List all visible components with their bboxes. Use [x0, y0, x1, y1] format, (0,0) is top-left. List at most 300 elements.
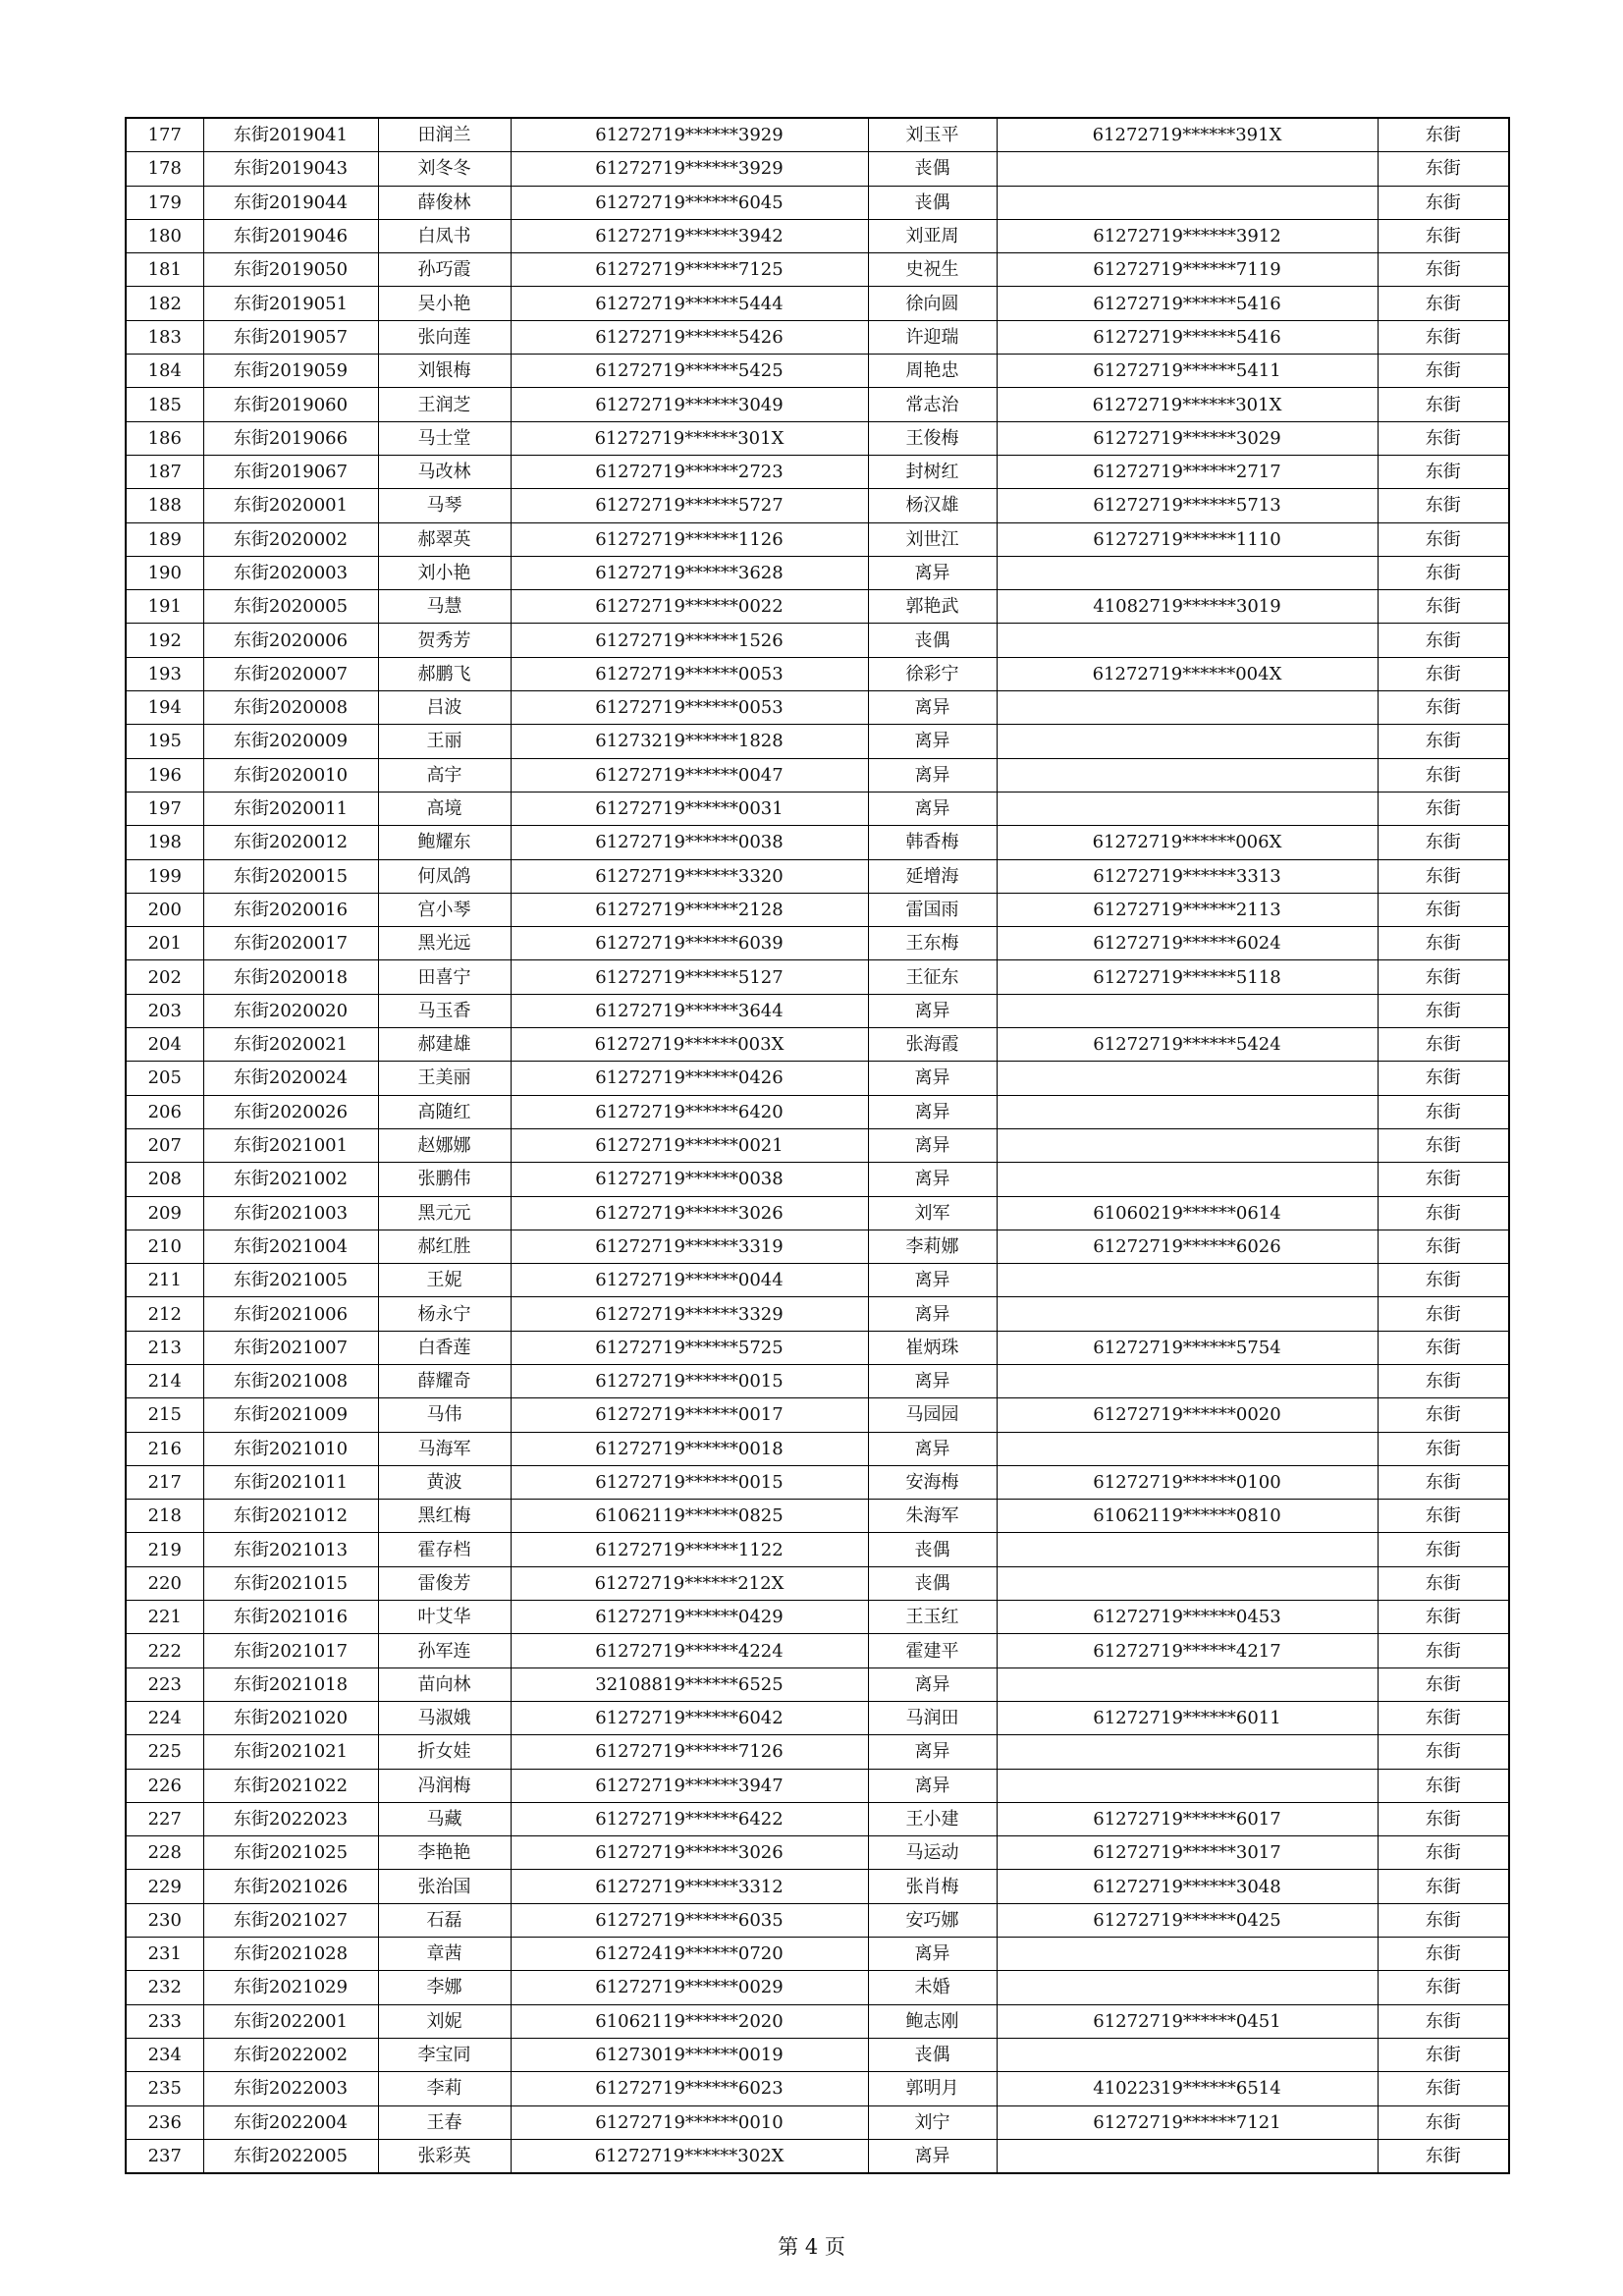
- applicant-id-number-cell: 61273019******0019: [511, 2038, 868, 2071]
- spouse-id-number-cell: 61272719******5411: [997, 355, 1378, 388]
- spouse-or-status-cell: 离异: [868, 792, 997, 825]
- applicant-name-cell: 何凤鸽: [378, 859, 511, 893]
- table-row: [126, 118, 1509, 152]
- spouse-id-number-cell: [997, 725, 1378, 758]
- spouse-id-number-cell: 61272719******5713: [997, 489, 1378, 522]
- spouse-or-status-cell: 徐彩宁: [868, 657, 997, 690]
- applicant-id-number-cell: 61272719******3320: [511, 859, 868, 893]
- household-id-cell: 东街2021007: [203, 1331, 378, 1364]
- spouse-id-number-cell: [997, 1667, 1378, 1701]
- household-id-cell: 东街2019043: [203, 152, 378, 186]
- applicant-id-number-cell: 32108819******6525: [511, 1667, 868, 1701]
- spouse-or-status-cell: 封树红: [868, 455, 997, 488]
- spouse-or-status-cell: 丧偶: [868, 2038, 997, 2071]
- spouse-or-status-cell: 离异: [868, 725, 997, 758]
- row-index-cell: 208: [126, 1163, 203, 1196]
- community-cell: 东街: [1378, 1432, 1509, 1465]
- applicant-id-number-cell: 61272719******0047: [511, 758, 868, 792]
- community-cell: 东街: [1378, 1667, 1509, 1701]
- row-index-cell: 219: [126, 1533, 203, 1566]
- applicant-name-cell: 雷俊芳: [378, 1566, 511, 1600]
- applicant-name-cell: 杨永宁: [378, 1297, 511, 1331]
- applicant-name-cell: 刘妮: [378, 2004, 511, 2038]
- table-row: [126, 1095, 1509, 1128]
- applicant-id-number-cell: 61062119******0825: [511, 1500, 868, 1533]
- table-row: [126, 253, 1509, 287]
- row-index-cell: 221: [126, 1601, 203, 1634]
- row-index-cell: 222: [126, 1634, 203, 1667]
- community-cell: 东街: [1378, 1028, 1509, 1062]
- applicant-id-number-cell: 61272719******1126: [511, 522, 868, 556]
- spouse-id-number-cell: [997, 1971, 1378, 2004]
- applicant-name-cell: 李莉: [378, 2072, 511, 2105]
- table-row: [126, 287, 1509, 320]
- community-cell: 东街: [1378, 287, 1509, 320]
- applicant-id-number-cell: 61272719******2723: [511, 455, 868, 488]
- spouse-or-status-cell: 丧偶: [868, 1533, 997, 1566]
- applicant-id-number-cell: 61272719******0038: [511, 1163, 868, 1196]
- applicant-name-cell: 李宝同: [378, 2038, 511, 2071]
- spouse-or-status-cell: 离异: [868, 556, 997, 589]
- spouse-id-number-cell: 61272719******3912: [997, 219, 1378, 252]
- applicant-name-cell: 黑红梅: [378, 1500, 511, 1533]
- spouse-id-number-cell: 61272719******3313: [997, 859, 1378, 893]
- household-id-cell: 东街2019060: [203, 388, 378, 421]
- table-row: [126, 2004, 1509, 2038]
- table-row: [126, 927, 1509, 960]
- row-index-cell: 205: [126, 1062, 203, 1095]
- household-id-cell: 东街2020015: [203, 859, 378, 893]
- applicant-id-number-cell: 61272719******0018: [511, 1432, 868, 1465]
- page-number: 第 4 页: [778, 2235, 845, 2259]
- table-row: [126, 1735, 1509, 1769]
- community-cell: 东街: [1378, 826, 1509, 859]
- applicant-name-cell: 孙巧霞: [378, 253, 511, 287]
- applicant-name-cell: 刘小艳: [378, 556, 511, 589]
- table-row: [126, 1432, 1509, 1465]
- community-cell: 东街: [1378, 1500, 1509, 1533]
- spouse-id-number-cell: [997, 1566, 1378, 1600]
- table-row: [126, 1533, 1509, 1566]
- spouse-id-number-cell: 61272719******5416: [997, 287, 1378, 320]
- household-id-cell: 东街2021011: [203, 1465, 378, 1499]
- household-id-cell: 东街2022001: [203, 2004, 378, 2038]
- table-row: [126, 1836, 1509, 1870]
- applicant-id-number-cell: 61272719******3026: [511, 1196, 868, 1230]
- row-index-cell: 191: [126, 590, 203, 624]
- applicant-name-cell: 马玉香: [378, 994, 511, 1027]
- community-cell: 东街: [1378, 219, 1509, 252]
- spouse-id-number-cell: [997, 1264, 1378, 1297]
- community-cell: 东街: [1378, 1938, 1509, 1971]
- applicant-id-number-cell: 61272719******6039: [511, 927, 868, 960]
- spouse-id-number-cell: [997, 1364, 1378, 1397]
- applicant-name-cell: 黑光远: [378, 927, 511, 960]
- spouse-id-number-cell: 61272719******0425: [997, 1903, 1378, 1937]
- table-row: [126, 859, 1509, 893]
- row-index-cell: 229: [126, 1870, 203, 1903]
- spouse-id-number-cell: 61272719******6011: [997, 1701, 1378, 1734]
- spouse-id-number-cell: [997, 758, 1378, 792]
- applicant-name-cell: 黄波: [378, 1465, 511, 1499]
- row-index-cell: 178: [126, 152, 203, 186]
- row-index-cell: 206: [126, 1095, 203, 1128]
- applicant-name-cell: 张向莲: [378, 320, 511, 354]
- applicant-name-cell: 黑元元: [378, 1196, 511, 1230]
- applicant-name-cell: 章茜: [378, 1938, 511, 1971]
- table-row: [126, 1769, 1509, 1802]
- spouse-id-number-cell: 61272719******7119: [997, 253, 1378, 287]
- applicant-id-number-cell: 61272719******6035: [511, 1903, 868, 1937]
- community-cell: 东街: [1378, 355, 1509, 388]
- spouse-or-status-cell: 离异: [868, 1667, 997, 1701]
- table-row: [126, 590, 1509, 624]
- applicant-id-number-cell: 61272719******0044: [511, 1264, 868, 1297]
- household-id-cell: 东街2021003: [203, 1196, 378, 1230]
- applicant-id-number-cell: 61272719******3628: [511, 556, 868, 589]
- applicant-name-cell: 田喜宁: [378, 960, 511, 994]
- household-id-cell: 东街2021029: [203, 1971, 378, 2004]
- spouse-or-status-cell: 郭艳武: [868, 590, 997, 624]
- spouse-id-number-cell: 61272719******0100: [997, 1465, 1378, 1499]
- applicant-id-number-cell: 61272719******3329: [511, 1297, 868, 1331]
- row-index-cell: 197: [126, 792, 203, 825]
- spouse-id-number-cell: 61272719******6024: [997, 927, 1378, 960]
- household-id-cell: 东街2020021: [203, 1028, 378, 1062]
- table-row: [126, 1196, 1509, 1230]
- community-cell: 东街: [1378, 725, 1509, 758]
- table-row: [126, 1701, 1509, 1734]
- community-cell: 东街: [1378, 1062, 1509, 1095]
- community-cell: 东街: [1378, 320, 1509, 354]
- row-index-cell: 218: [126, 1500, 203, 1533]
- table-row: [126, 219, 1509, 252]
- spouse-id-number-cell: 61272719******391X: [997, 118, 1378, 152]
- table-row: [126, 758, 1509, 792]
- applicant-id-number-cell: 61272719******0010: [511, 2105, 868, 2139]
- spouse-id-number-cell: [997, 1095, 1378, 1128]
- row-index-cell: 196: [126, 758, 203, 792]
- applicant-name-cell: 薛俊林: [378, 186, 511, 219]
- row-index-cell: 198: [126, 826, 203, 859]
- spouse-id-number-cell: 61272719******5416: [997, 320, 1378, 354]
- household-id-cell: 东街2019057: [203, 320, 378, 354]
- row-index-cell: 232: [126, 1971, 203, 2004]
- spouse-or-status-cell: 丧偶: [868, 152, 997, 186]
- household-id-cell: 东街2021013: [203, 1533, 378, 1566]
- community-cell: 东街: [1378, 1802, 1509, 1835]
- spouse-or-status-cell: 王玉红: [868, 1601, 997, 1634]
- spouse-or-status-cell: 丧偶: [868, 1566, 997, 1600]
- spouse-id-number-cell: 61272719******3029: [997, 421, 1378, 455]
- row-index-cell: 179: [126, 186, 203, 219]
- household-id-cell: 东街2020007: [203, 657, 378, 690]
- row-index-cell: 235: [126, 2072, 203, 2105]
- applicant-id-number-cell: 61272419******0720: [511, 1938, 868, 1971]
- row-index-cell: 223: [126, 1667, 203, 1701]
- spouse-id-number-cell: 61272719******7121: [997, 2105, 1378, 2139]
- spouse-id-number-cell: 61272719******0453: [997, 1601, 1378, 1634]
- household-id-cell: 东街2021009: [203, 1398, 378, 1432]
- spouse-id-number-cell: 61272719******0451: [997, 2004, 1378, 2038]
- community-cell: 东街: [1378, 1735, 1509, 1769]
- table-row: [126, 1297, 1509, 1331]
- row-index-cell: 230: [126, 1903, 203, 1937]
- household-id-cell: 东街2020017: [203, 927, 378, 960]
- row-index-cell: 181: [126, 253, 203, 287]
- applicant-name-cell: 刘冬冬: [378, 152, 511, 186]
- row-index-cell: 234: [126, 2038, 203, 2071]
- community-cell: 东街: [1378, 2072, 1509, 2105]
- spouse-id-number-cell: 61272719******2717: [997, 455, 1378, 488]
- household-id-cell: 东街2019050: [203, 253, 378, 287]
- household-id-cell: 东街2020026: [203, 1095, 378, 1128]
- applicant-id-number-cell: 61272719******0053: [511, 691, 868, 725]
- household-id-cell: 东街2020012: [203, 826, 378, 859]
- spouse-or-status-cell: 常志治: [868, 388, 997, 421]
- applicant-name-cell: 张治国: [378, 1870, 511, 1903]
- household-id-cell: 东街2020002: [203, 522, 378, 556]
- applicant-id-number-cell: 61272719******0015: [511, 1364, 868, 1397]
- row-index-cell: 226: [126, 1769, 203, 1802]
- spouse-or-status-cell: 鲍志刚: [868, 2004, 997, 2038]
- community-cell: 东街: [1378, 1701, 1509, 1734]
- applicant-id-number-cell: 61272719******3049: [511, 388, 868, 421]
- household-id-cell: 东街2021002: [203, 1163, 378, 1196]
- table-row: [126, 186, 1509, 219]
- row-index-cell: 204: [126, 1028, 203, 1062]
- community-cell: 东街: [1378, 1163, 1509, 1196]
- table-row: [126, 657, 1509, 690]
- table-row: [126, 1500, 1509, 1533]
- table-row: [126, 1230, 1509, 1263]
- household-id-cell: 东街2020001: [203, 489, 378, 522]
- row-index-cell: 236: [126, 2105, 203, 2139]
- row-index-cell: 203: [126, 994, 203, 1027]
- household-id-cell: 东街2021016: [203, 1601, 378, 1634]
- spouse-or-status-cell: 丧偶: [868, 624, 997, 657]
- household-id-cell: 东街2020006: [203, 624, 378, 657]
- spouse-id-number-cell: 61062119******0810: [997, 1500, 1378, 1533]
- table-row: [126, 320, 1509, 354]
- applicant-name-cell: 王润芝: [378, 388, 511, 421]
- spouse-or-status-cell: 周艳忠: [868, 355, 997, 388]
- roster-sheet: [125, 117, 1508, 2174]
- table-row: [126, 960, 1509, 994]
- applicant-id-number-cell: 61272719******7126: [511, 1735, 868, 1769]
- community-cell: 东街: [1378, 1230, 1509, 1263]
- household-id-cell: 东街2021026: [203, 1870, 378, 1903]
- community-cell: 东街: [1378, 1196, 1509, 1230]
- spouse-or-status-cell: 王小建: [868, 1802, 997, 1835]
- community-cell: 东街: [1378, 1601, 1509, 1634]
- household-id-cell: 东街2019066: [203, 421, 378, 455]
- applicant-name-cell: 吴小艳: [378, 287, 511, 320]
- household-id-cell: 东街2021012: [203, 1500, 378, 1533]
- applicant-name-cell: 宫小琴: [378, 893, 511, 926]
- applicant-name-cell: 贺秀芳: [378, 624, 511, 657]
- community-cell: 东街: [1378, 893, 1509, 926]
- applicant-id-number-cell: 61062119******2020: [511, 2004, 868, 2038]
- community-cell: 东街: [1378, 657, 1509, 690]
- table-row: [126, 1903, 1509, 1937]
- applicant-id-number-cell: 61272719******5725: [511, 1331, 868, 1364]
- applicant-id-number-cell: 61272719******3312: [511, 1870, 868, 1903]
- household-id-cell: 东街2022004: [203, 2105, 378, 2139]
- row-index-cell: 233: [126, 2004, 203, 2038]
- table-row: [126, 522, 1509, 556]
- table-row: [126, 691, 1509, 725]
- table-row: [126, 1062, 1509, 1095]
- row-index-cell: 237: [126, 2139, 203, 2173]
- table-row: [126, 725, 1509, 758]
- spouse-or-status-cell: 安巧娜: [868, 1903, 997, 1937]
- household-id-cell: 东街2021022: [203, 1769, 378, 1802]
- applicant-name-cell: 鲍耀东: [378, 826, 511, 859]
- applicant-id-number-cell: 61272719******0429: [511, 1601, 868, 1634]
- table-row: [126, 1601, 1509, 1634]
- household-id-cell: 东街2020010: [203, 758, 378, 792]
- spouse-id-number-cell: 61272719******5754: [997, 1331, 1378, 1364]
- applicant-name-cell: 高宇: [378, 758, 511, 792]
- applicant-name-cell: 马士堂: [378, 421, 511, 455]
- applicant-id-number-cell: 61272719******0015: [511, 1465, 868, 1499]
- spouse-or-status-cell: 离异: [868, 994, 997, 1027]
- table-row: [126, 421, 1509, 455]
- spouse-or-status-cell: 离异: [868, 2139, 997, 2173]
- applicant-id-number-cell: 61272719******7125: [511, 253, 868, 287]
- spouse-or-status-cell: 霍建平: [868, 1634, 997, 1667]
- spouse-id-number-cell: [997, 624, 1378, 657]
- community-cell: 东街: [1378, 960, 1509, 994]
- row-index-cell: 220: [126, 1566, 203, 1600]
- household-id-cell: 东街2020003: [203, 556, 378, 589]
- household-id-cell: 东街2020016: [203, 893, 378, 926]
- spouse-or-status-cell: 离异: [868, 1769, 997, 1802]
- spouse-id-number-cell: [997, 1163, 1378, 1196]
- applicant-id-number-cell: 61272719******5444: [511, 287, 868, 320]
- spouse-id-number-cell: [997, 1432, 1378, 1465]
- household-id-cell: 东街2020024: [203, 1062, 378, 1095]
- spouse-id-number-cell: [997, 994, 1378, 1027]
- household-id-cell: 东街2019041: [203, 118, 378, 152]
- table-row: [126, 1398, 1509, 1432]
- community-cell: 东街: [1378, 1331, 1509, 1364]
- household-id-cell: 东街2021017: [203, 1634, 378, 1667]
- spouse-id-number-cell: 61272719******301X: [997, 388, 1378, 421]
- applicant-id-number-cell: 61272719******0021: [511, 1128, 868, 1162]
- spouse-or-status-cell: 王征东: [868, 960, 997, 994]
- applicant-id-number-cell: 61272719******1526: [511, 624, 868, 657]
- table-row: [126, 1634, 1509, 1667]
- table-row: [126, 2105, 1509, 2139]
- spouse-id-number-cell: [997, 152, 1378, 186]
- row-index-cell: 190: [126, 556, 203, 589]
- table-row: [126, 489, 1509, 522]
- community-cell: 东街: [1378, 2038, 1509, 2071]
- row-index-cell: 209: [126, 1196, 203, 1230]
- row-index-cell: 211: [126, 1264, 203, 1297]
- household-id-cell: 东街2020018: [203, 960, 378, 994]
- row-index-cell: 185: [126, 388, 203, 421]
- applicant-id-number-cell: 61272719******0031: [511, 792, 868, 825]
- spouse-id-number-cell: [997, 1062, 1378, 1095]
- applicant-name-cell: 刘银梅: [378, 355, 511, 388]
- applicant-name-cell: 白凤书: [378, 219, 511, 252]
- community-cell: 东街: [1378, 1264, 1509, 1297]
- applicant-id-number-cell: 61272719******5426: [511, 320, 868, 354]
- table-row: [126, 2038, 1509, 2071]
- row-index-cell: 180: [126, 219, 203, 252]
- household-id-cell: 东街2021018: [203, 1667, 378, 1701]
- household-id-cell: 东街2021015: [203, 1566, 378, 1600]
- household-id-cell: 东街2021001: [203, 1128, 378, 1162]
- applicant-id-number-cell: 61272719******3942: [511, 219, 868, 252]
- row-index-cell: 215: [126, 1398, 203, 1432]
- applicant-id-number-cell: 61272719******2128: [511, 893, 868, 926]
- spouse-id-number-cell: [997, 792, 1378, 825]
- household-id-cell: 东街2021020: [203, 1701, 378, 1734]
- applicant-id-number-cell: 61272719******0038: [511, 826, 868, 859]
- row-index-cell: 207: [126, 1128, 203, 1162]
- applicant-id-number-cell: 61272719******212X: [511, 1566, 868, 1600]
- community-cell: 东街: [1378, 1971, 1509, 2004]
- table-row: [126, 556, 1509, 589]
- household-id-cell: 东街2019046: [203, 219, 378, 252]
- roster-body: [126, 118, 1509, 2173]
- community-cell: 东街: [1378, 1634, 1509, 1667]
- spouse-or-status-cell: 刘军: [868, 1196, 997, 1230]
- spouse-id-number-cell: 61272719******004X: [997, 657, 1378, 690]
- spouse-or-status-cell: 离异: [868, 1297, 997, 1331]
- applicant-name-cell: 王美丽: [378, 1062, 511, 1095]
- row-index-cell: 188: [126, 489, 203, 522]
- spouse-id-number-cell: 61272719******6026: [997, 1230, 1378, 1263]
- table-row: [126, 1028, 1509, 1062]
- household-id-cell: 东街2021010: [203, 1432, 378, 1465]
- table-row: [126, 2072, 1509, 2105]
- roster-table: [125, 117, 1510, 2174]
- household-id-cell: 东街2020008: [203, 691, 378, 725]
- community-cell: 东街: [1378, 590, 1509, 624]
- applicant-name-cell: 苗向林: [378, 1667, 511, 1701]
- applicant-name-cell: 薛耀奇: [378, 1364, 511, 1397]
- household-id-cell: 东街2021005: [203, 1264, 378, 1297]
- applicant-name-cell: 霍存档: [378, 1533, 511, 1566]
- community-cell: 东街: [1378, 2139, 1509, 2173]
- row-index-cell: 184: [126, 355, 203, 388]
- applicant-id-number-cell: 61272719******3319: [511, 1230, 868, 1263]
- community-cell: 东街: [1378, 118, 1509, 152]
- applicant-name-cell: 郝建雄: [378, 1028, 511, 1062]
- row-index-cell: 202: [126, 960, 203, 994]
- spouse-or-status-cell: 离异: [868, 1432, 997, 1465]
- spouse-id-number-cell: [997, 1297, 1378, 1331]
- row-index-cell: 199: [126, 859, 203, 893]
- table-row: [126, 624, 1509, 657]
- applicant-id-number-cell: 61272719******5425: [511, 355, 868, 388]
- table-row: [126, 388, 1509, 421]
- table-row: [126, 1163, 1509, 1196]
- community-cell: 东街: [1378, 1297, 1509, 1331]
- applicant-name-cell: 田润兰: [378, 118, 511, 152]
- row-index-cell: 212: [126, 1297, 203, 1331]
- spouse-or-status-cell: 朱海军: [868, 1500, 997, 1533]
- spouse-id-number-cell: [997, 2038, 1378, 2071]
- row-index-cell: 182: [126, 287, 203, 320]
- spouse-id-number-cell: 61272719******0020: [997, 1398, 1378, 1432]
- applicant-name-cell: 郝翠英: [378, 522, 511, 556]
